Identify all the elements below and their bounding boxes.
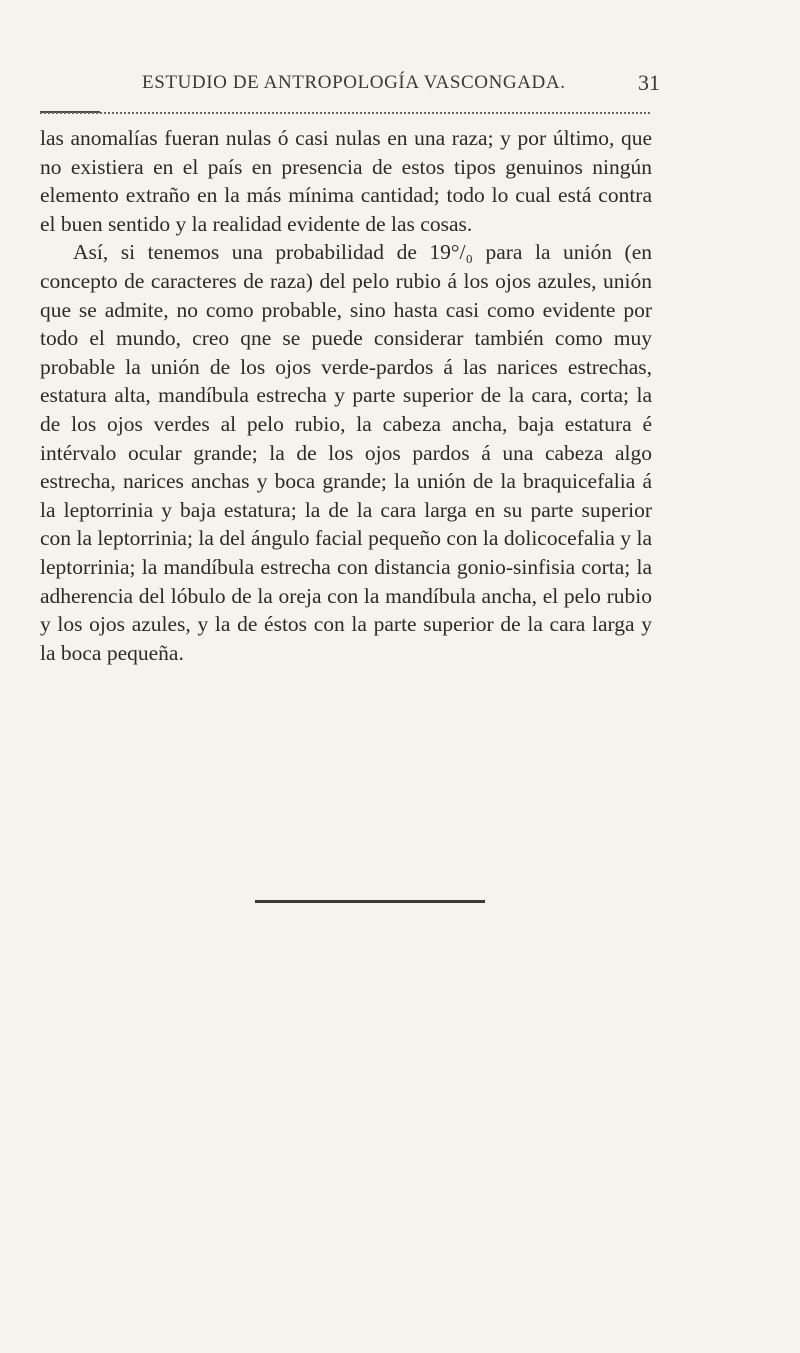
body-text	[40, 124, 652, 667]
paragraph-continuation: las anomalías fueran nulas ó casi nulas en una raza; y por último, que no existiera en el país en presencia de estos tipos genuinos ningún elemento extraño en la más mínima cantidad; todo lo cual está contra el buen sentido y la realidad evidente de las cosas.	[40, 126, 652, 236]
header-rule	[40, 112, 650, 114]
running-title: ESTUDIO DE ANTROPOLOGÍA VASCONGADA.	[142, 72, 566, 93]
paragraph-asi: Así, si tenemos una probabilidad de 19°/₀ para la unión (en concepto de caracteres de raza) del pelo rubio á los ojos azules, unión que se admite, no como probable, sino hasta casi como evidente por todo el mundo, creo qne se puede considerar también como muy probable la unión de los ojos verde-pardos á las narices estrechas, estatura alta, mandíbula estrecha y parte superior de la cara, corta; la de los ojos verdes al pelo rubio, la cabeza ancha, baja estatura é intérvalo ocular grande; la de los ojos pardos á una cabeza algo estrecha, narices anchas y boca grande; la unión de la braquicefalia á la leptorrinia y baja estatura; la de la cara larga en su parte superior con la leptorrinia; la del ángulo facial pequeño con la dolicocefalia y la leptorrinia; la mandíbula estrecha con distancia gonio-sinfisia corta; la adherencia del lóbulo de la oreja con la mandíbula ancha, el pelo rubio y los ojos azules, y la de éstos con la parte superior de la cara larga y la boca pequeña.	[40, 240, 652, 665]
running-head	[142, 70, 660, 102]
end-rule	[255, 900, 485, 903]
page-number: 31	[638, 70, 660, 95]
